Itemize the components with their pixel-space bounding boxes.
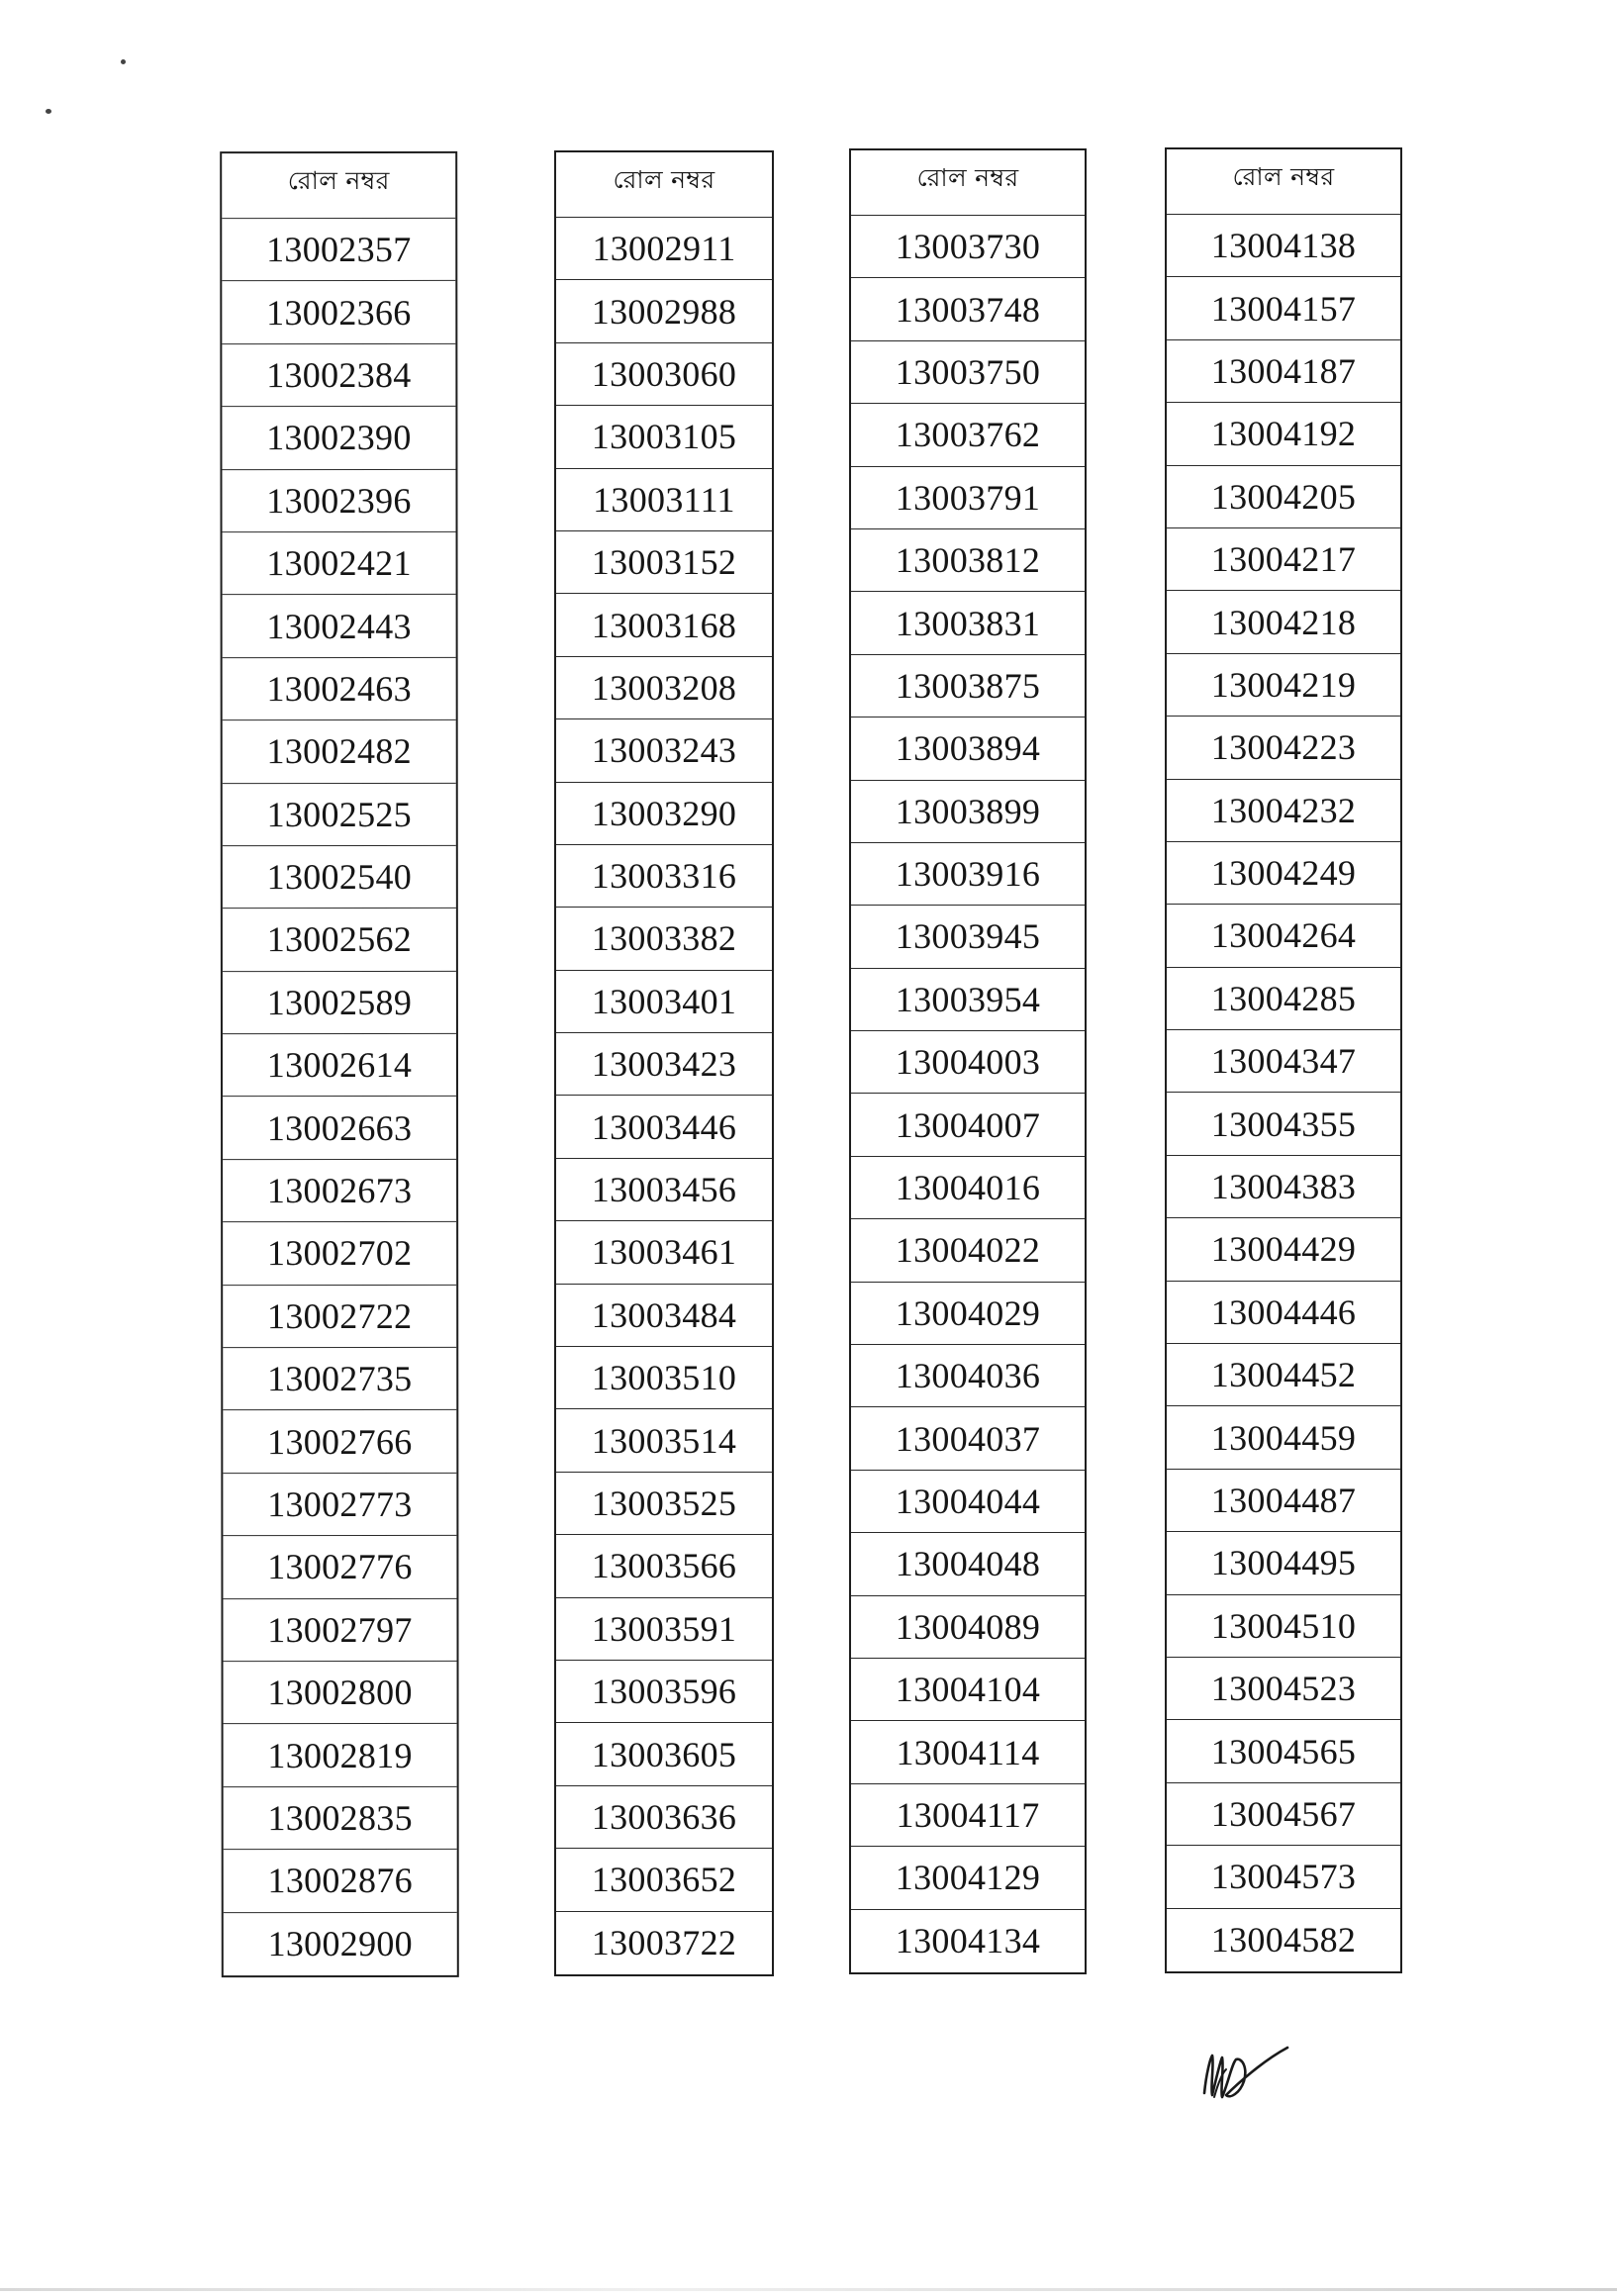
roll-number-cell: 13003152 bbox=[556, 531, 772, 594]
roll-number-cell: 13003750 bbox=[851, 341, 1085, 404]
roll-number-cell: 13003105 bbox=[556, 406, 772, 468]
roll-number-cell: 13002663 bbox=[223, 1097, 456, 1160]
roll-number-cell: 13004003 bbox=[851, 1031, 1085, 1094]
roll-number-cell: 13004573 bbox=[1167, 1846, 1400, 1908]
roll-number-cell: 13003605 bbox=[556, 1723, 772, 1785]
roll-number-cell: 13003525 bbox=[556, 1473, 772, 1535]
roll-number-cell: 13003514 bbox=[556, 1409, 772, 1472]
roll-number-cell: 13003812 bbox=[851, 529, 1085, 592]
roll-number-cell: 13002357 bbox=[222, 219, 455, 282]
roll-number-cell: 13002589 bbox=[223, 972, 456, 1035]
roll-number-cell: 13003831 bbox=[851, 592, 1085, 654]
roll-number-cell: 13003722 bbox=[591, 1923, 737, 1963]
roll-number-cell: 13004582 bbox=[1210, 1920, 1357, 1961]
roll-number-cell: 13004044 bbox=[851, 1471, 1085, 1533]
roll-number-cell: 13003382 bbox=[556, 908, 772, 970]
roll-number-cell: 13003566 bbox=[556, 1535, 772, 1597]
roll-number-cell: 13002988 bbox=[556, 280, 772, 342]
roll-number-cell: 13004048 bbox=[851, 1533, 1085, 1595]
roll-number-cell: 13004016 bbox=[851, 1157, 1085, 1219]
roll-number-cell: 13003899 bbox=[851, 781, 1085, 843]
roll-number-cell: 13004029 bbox=[851, 1283, 1085, 1345]
roll-number-cell: 13004134 bbox=[895, 1921, 1041, 1961]
roll-number-cell: 13004223 bbox=[1167, 717, 1400, 779]
roll-number-cell: 13004446 bbox=[1167, 1282, 1400, 1344]
roll-number-cell: 13002776 bbox=[223, 1536, 456, 1599]
roll-number-cell: 13004192 bbox=[1167, 403, 1400, 465]
column-header-roll-number: রোল নম্বর bbox=[1167, 149, 1400, 215]
roll-number-cell: 13004459 bbox=[1167, 1406, 1400, 1469]
roll-number-cell: 13003168 bbox=[556, 594, 772, 656]
roll-number-cell: 13004129 bbox=[851, 1847, 1085, 1909]
roll-number-cell: 13004264 bbox=[1167, 905, 1400, 967]
roll-number-cell: 13003484 bbox=[556, 1285, 772, 1347]
column-header-roll-number: রোল নম্বর bbox=[556, 152, 772, 218]
roll-number-cell: 13003945 bbox=[851, 906, 1085, 968]
roll-number-cell: 13002766 bbox=[223, 1410, 456, 1474]
roll-number-cell: 13004205 bbox=[1167, 466, 1400, 528]
roll-number-cell: 13002702 bbox=[223, 1222, 456, 1286]
roll-number-cell: 13003461 bbox=[556, 1221, 772, 1284]
roll-number-cell: 13002797 bbox=[223, 1598, 456, 1662]
roll-number-cell: 13003596 bbox=[556, 1661, 772, 1723]
roll-number-cell: 13002540 bbox=[223, 846, 456, 909]
roll-number-cell: 13004117 bbox=[851, 1784, 1085, 1847]
roll-number-cell: 13004249 bbox=[1167, 842, 1400, 905]
roll-number-cell: 13003591 bbox=[556, 1598, 772, 1661]
roll-number-cell: 13003208 bbox=[556, 657, 772, 719]
roll-number-cell: 13004355 bbox=[1167, 1093, 1400, 1155]
handwritten-signature-icon bbox=[1192, 2034, 1301, 2113]
roll-number-cell: 13003243 bbox=[556, 719, 772, 782]
roll-number-cell: 13002463 bbox=[223, 658, 456, 721]
roll-table-1 bbox=[220, 151, 459, 1977]
roll-table-2 bbox=[554, 150, 774, 1976]
column-header-roll-number: রোল নম্বর bbox=[222, 153, 455, 219]
roll-number-cell: 13004217 bbox=[1167, 528, 1400, 591]
roll-number-cell: 13004565 bbox=[1167, 1720, 1400, 1782]
column-header-roll-number: রোল নম্বর bbox=[851, 150, 1085, 216]
roll-number-cell: 13002773 bbox=[223, 1474, 456, 1537]
roll-number-cell: 13002443 bbox=[223, 595, 456, 658]
roll-number-cell: 13004036 bbox=[851, 1345, 1085, 1407]
roll-number-cell: 13003060 bbox=[556, 343, 772, 406]
roll-number-cell: 13002366 bbox=[222, 281, 455, 344]
roll-table-4 bbox=[1165, 147, 1402, 1973]
roll-number-cell: 13004157 bbox=[1167, 277, 1400, 339]
roll-number-cell: 13004114 bbox=[851, 1721, 1085, 1783]
roll-number-cell: 13004523 bbox=[1167, 1658, 1400, 1720]
roll-number-cell: 13004218 bbox=[1167, 591, 1400, 653]
roll-number-cell: 13002673 bbox=[223, 1160, 456, 1223]
roll-number-cell: 13003954 bbox=[851, 969, 1085, 1031]
roll-number-cell: 13003316 bbox=[556, 845, 772, 908]
roll-number-cell: 13002819 bbox=[224, 1724, 457, 1787]
roll-number-cell: 13002482 bbox=[223, 720, 456, 784]
roll-number-cell: 13002562 bbox=[223, 909, 456, 972]
roll-number-cell: 13002800 bbox=[224, 1662, 457, 1725]
roll-number-cell: 13002876 bbox=[224, 1850, 457, 1913]
roll-number-cell: 13003510 bbox=[556, 1347, 772, 1409]
roll-number-cell: 13003791 bbox=[851, 467, 1085, 529]
roll-number-cell: 13003730 bbox=[851, 216, 1085, 278]
roll-number-cell: 13004037 bbox=[851, 1407, 1085, 1470]
roll-number-cell: 13003894 bbox=[851, 718, 1085, 780]
roll-number-cell: 13004232 bbox=[1167, 780, 1400, 842]
roll-number-cell: 13004138 bbox=[1167, 215, 1400, 277]
roll-number-cell: 13003401 bbox=[556, 971, 772, 1033]
roll-number-cell: 13004347 bbox=[1167, 1030, 1400, 1093]
roll-number-cell: 13004007 bbox=[851, 1094, 1085, 1156]
roll-number-cell: 13003652 bbox=[556, 1849, 772, 1911]
roll-number-cell: 13002900 bbox=[267, 1924, 413, 1964]
page-edge bbox=[0, 2288, 1617, 2291]
roll-number-cell: 13004567 bbox=[1167, 1783, 1400, 1846]
roll-number-cell: 13003111 bbox=[556, 469, 772, 531]
roll-number-cell: 13002835 bbox=[224, 1787, 457, 1851]
roll-number-cell: 13004452 bbox=[1167, 1344, 1400, 1406]
roll-number-cell: 13004487 bbox=[1167, 1470, 1400, 1532]
roll-number-cell: 13002421 bbox=[223, 532, 456, 596]
roll-number-cell: 13002525 bbox=[223, 783, 456, 846]
roll-number-cell: 13002396 bbox=[222, 469, 455, 532]
roll-number-cell: 13004495 bbox=[1167, 1532, 1400, 1594]
roll-number-cell: 13003748 bbox=[851, 278, 1085, 340]
roll-number-cell: 13004429 bbox=[1167, 1218, 1400, 1281]
roll-table-3 bbox=[849, 148, 1087, 1974]
roll-number-cell: 13002614 bbox=[223, 1034, 456, 1098]
roll-number-cell: 13004022 bbox=[851, 1219, 1085, 1282]
scan-speck bbox=[46, 109, 51, 114]
roll-number-cell: 13002384 bbox=[222, 344, 455, 408]
roll-number-cell: 13003762 bbox=[851, 404, 1085, 466]
scan-speck bbox=[121, 59, 126, 64]
roll-number-cell: 13003636 bbox=[556, 1786, 772, 1849]
roll-number-cell: 13003423 bbox=[556, 1033, 772, 1096]
roll-number-cell: 13004383 bbox=[1167, 1156, 1400, 1218]
roll-number-cell: 13004089 bbox=[851, 1596, 1085, 1659]
roll-number-cell: 13004219 bbox=[1167, 654, 1400, 717]
roll-number-cell: 13004104 bbox=[851, 1659, 1085, 1721]
roll-number-cell: 13002911 bbox=[556, 218, 772, 280]
roll-number-cell: 13004285 bbox=[1167, 968, 1400, 1030]
roll-number-cell: 13003290 bbox=[556, 783, 772, 845]
roll-number-cell: 13003916 bbox=[851, 843, 1085, 906]
roll-number-cell: 13002722 bbox=[223, 1286, 456, 1349]
roll-number-cell: 13004510 bbox=[1167, 1595, 1400, 1658]
roll-number-cell: 13003456 bbox=[556, 1159, 772, 1221]
roll-number-cell: 13004187 bbox=[1167, 340, 1400, 403]
roll-number-cell: 13003446 bbox=[556, 1096, 772, 1158]
roll-number-cell: 13002735 bbox=[223, 1348, 456, 1411]
roll-number-cell: 13003875 bbox=[851, 655, 1085, 718]
roll-number-cell: 13002390 bbox=[222, 407, 455, 470]
